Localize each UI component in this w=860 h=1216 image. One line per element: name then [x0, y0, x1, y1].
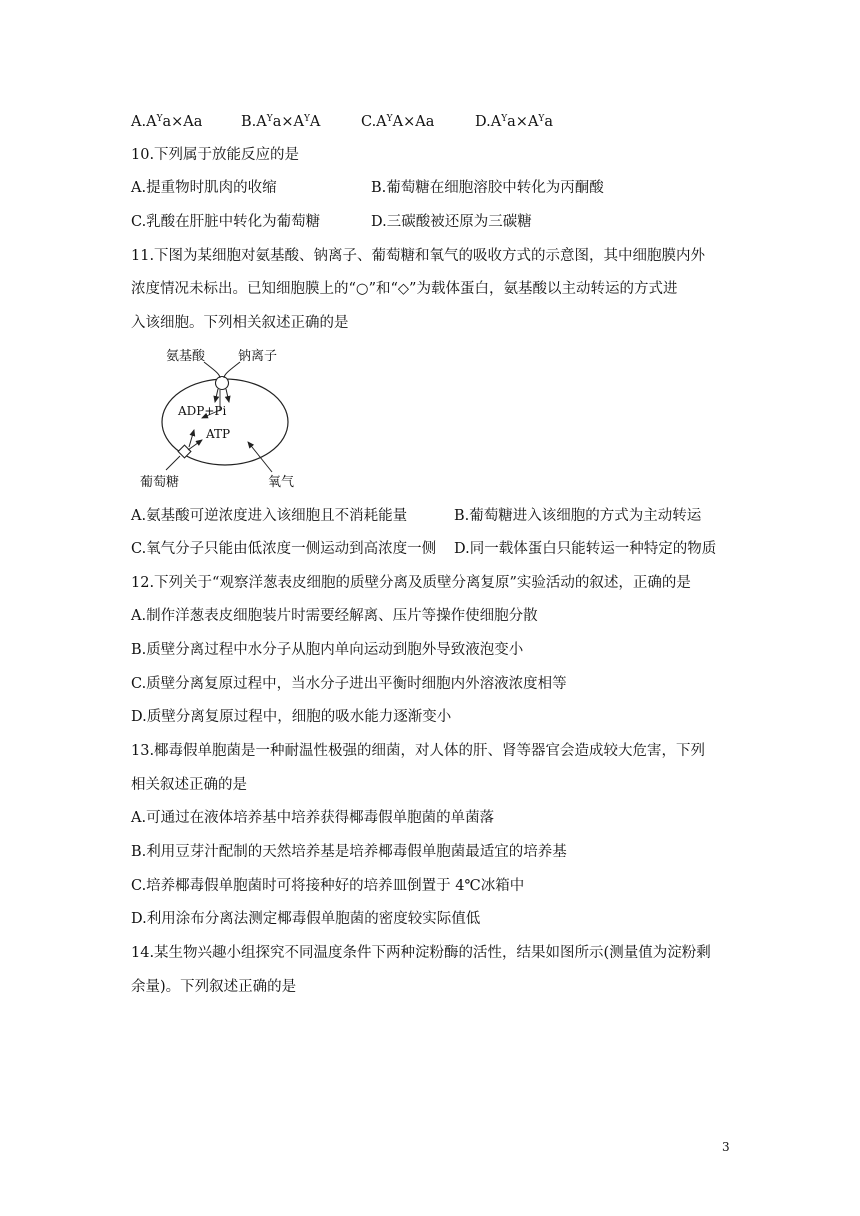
adp-pi-label: ADP+Pi	[178, 404, 227, 418]
q13-stem-line1: 13.椰毒假单胞菌是一种耐温性极强的细菌，对人体的肝、肾等器官会造成较大危害，下列	[131, 743, 706, 759]
amino-acid-arrow	[204, 362, 220, 378]
q12-option-b: B.质壁分离过程中水分子从胞内单向运动到胞外导致液泡变小	[131, 642, 524, 658]
q11-options-row2	[131, 539, 716, 559]
page-number: 3	[722, 1140, 730, 1154]
oxygen-label: 氧气	[268, 475, 295, 490]
q11-option-d: D.同一载体蛋白只能转运一种特定的物质	[454, 541, 717, 557]
q10-option-b: B.葡萄糖在细胞溶胶中转化为丙酮酸	[371, 180, 604, 196]
q12-option-d: D.质壁分离复原过程中，细胞的吸水能力逐渐变小	[131, 709, 452, 725]
q10-option-d: D.三碳酸被还原为三碳糖	[371, 214, 532, 230]
q13-option-c: C.培养椰毒假单胞菌时可将接种好的培养皿倒置于 4℃冰箱中	[131, 878, 525, 894]
cell-transport-diagram	[130, 344, 330, 494]
q11-options-row1	[131, 506, 701, 526]
q9-option-d: $D.A^Ya\times A^Ya$	[475, 114, 554, 130]
q13-option-b: B.利用豆芽汁配制的天然培养基是培养椰毒假单胞菌最适宜的培养基	[131, 844, 567, 860]
q14-stem-line1: 14.某生物兴趣小组探究不同温度条件下两种淀粉酶的活性，结果如图所示(测量值为淀粉剩	[131, 945, 711, 961]
carrier-protein-diamond	[178, 445, 191, 458]
q10-option-c: C.乳酸在肝脏中转化为葡萄糖	[131, 214, 321, 230]
q10-options-row1	[131, 178, 604, 198]
carrier-protein-circle	[216, 377, 229, 390]
q14-stem-line2: 余量)。下列叙述正确的是	[131, 979, 297, 995]
q11-option-b: B.葡萄糖进入该细胞的方式为主动转运	[454, 508, 702, 524]
glucose-label: 葡萄糖	[140, 475, 180, 490]
sodium-label: 钠离子	[238, 349, 278, 364]
q11-stem-line2: 浓度情况未标出。已知细胞膜上的“○”和“◇”为载体蛋白，氨基酸以主动转运的方式进	[131, 281, 678, 297]
glucose-arrow	[166, 456, 180, 470]
q12-stem: 12.下列关于“观察洋葱表皮细胞的质壁分离及质壁分离复原”实验活动的叙述，正确的是	[131, 575, 691, 591]
q9-option-c: $C.A^YA\times Aa$	[361, 114, 435, 130]
q9-options	[131, 112, 553, 132]
q10-stem: 10.下列属于放能反应的是	[131, 147, 300, 163]
q10-options-row2	[131, 212, 532, 232]
q13-stem-line2: 相关叙述正确的是	[131, 777, 247, 793]
q11-stem-line1: 11.下图为某细胞对氨基酸、钠离子、葡萄糖和氧气的吸收方式的示意图，其中细胞膜内外	[131, 248, 706, 264]
atp-label: ATP	[206, 427, 231, 441]
q12-option-a: A.制作洋葱表皮细胞装片时需要经解离、压片等操作使细胞分散	[131, 608, 538, 624]
q12-option-c: C.质壁分离复原过程中，当水分子进出平衡时细胞内外溶液浓度相等	[131, 676, 567, 692]
q11-option-a: A.氨基酸可逆浓度进入该细胞且不消耗能量	[131, 508, 408, 524]
q13-option-d: D.利用涂布分离法测定椰毒假单胞菌的密度较实际值低	[131, 911, 481, 927]
q11-option-c: C.氧气分子只能由低浓度一侧运动到高浓度一侧	[131, 541, 437, 557]
oxygen-arrow	[248, 442, 272, 472]
sodium-arrow	[224, 362, 240, 378]
q13-option-a: A.可通过在液体培养基中培养获得椰毒假单胞菌的单菌落	[131, 810, 495, 826]
amino-acid-label: 氨基酸	[166, 349, 206, 364]
q11-stem-line3: 入该细胞。下列相关叙述正确的是	[131, 315, 349, 331]
q9-option-a: $A.A^Ya\times Aa$	[131, 114, 203, 130]
q9-option-b: $B.A^Ya\times A^YA$	[241, 114, 321, 130]
q10-option-a: A.提重物时肌肉的收缩	[131, 180, 277, 196]
